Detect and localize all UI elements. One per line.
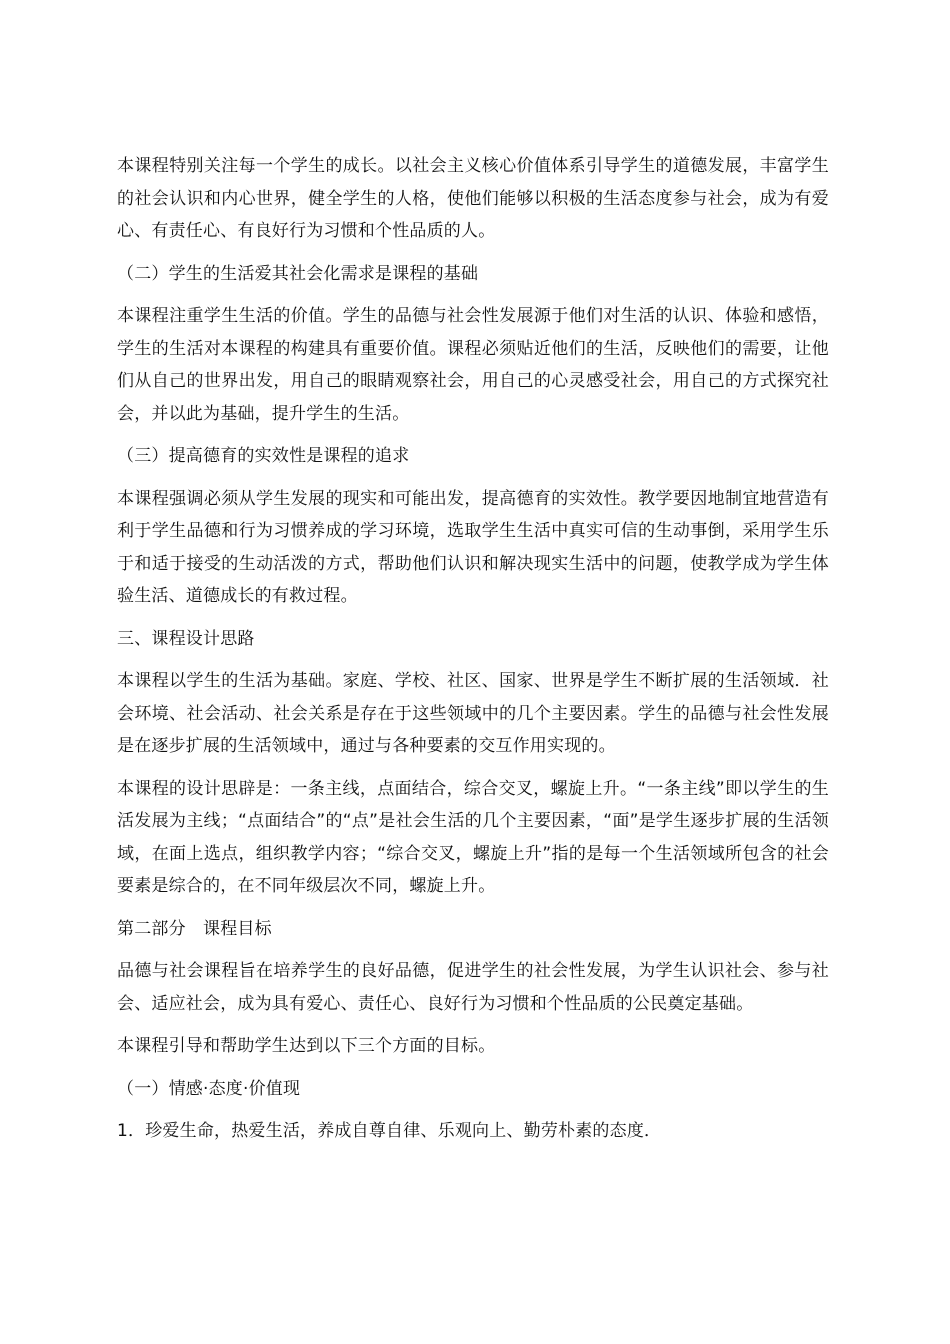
heading-part-two: 第二部分 课程目标 (117, 918, 272, 939)
heading-course-design: 三、课程设计思路 (117, 628, 255, 649)
paragraph-student-life: 本课程注重学生生活的价值。学生的品德与社会性发展源于他们对生活的认识、体验和感悟，学生的生活对本课程的构建具有重要价值。课程必须贴近他们的生活，反映他们的需要，让他们从自己的世界出发，用自己的眼睛观察社会，用自己的心灵感受社会，用自己的方式探究社会，并以此为基础，提升学生的生活。 (117, 306, 829, 424)
heading-section-three: （三）提高德育的实效性是课程的追求 (117, 446, 410, 466)
paragraph-core-values: 本课程特别关注每一个学生的成长。以社会主义核心价值体系引导学生的道德发展，丰富学生的社会认识和内心世界，健全学生的人格，使他们能够以积极的生活态度参与社会，成为有爱心、有责任心、有良好行为习惯和个性品质的人。 (117, 156, 829, 241)
document-body (117, 150, 829, 1158)
list-item-cherish-life: 1．珍爱生命，热爱生活，养成自尊自律、乐观向上、勤劳朴素的态度． (117, 1121, 662, 1141)
paragraph-life-domains: 本课程以学生的生活为基础。家庭、学校、社区、国家、世界是学生不断扩展的生活领域．社会环境、社会活动、社会关系是存在于这些领域中的几个主要因素。学生的品德与社会性发展是在逐步扩展的生活领域中，通过与各种要素的交互作用实现的。 (117, 671, 829, 756)
paragraph-design-approach: 本课程的设计思辟是：一条主线，点面结合，综合交叉，螺旋上升。“一条主线”即以学生的生活发展为主线；“点面结合”的“点”是社会生活的几个主要因素，“面”是学生逐步扩展的生活领域，在面上选点，组织教学内容；“综合交叉，螺旋上升”指的是每一个生活领域所包含的社会要素是综合的，在不同年级层次不同，螺旋上升。 (117, 778, 829, 896)
paragraph-course-purpose: 品德与社会课程旨在培养学生的良好品德，促进学生的社会性发展，为学生认识社会、参与社会、适应社会，成为具有爱心、责任心、良好行为习惯和个性品质的公民奠定基础。 (117, 961, 829, 1014)
paragraph-three-goals: 本课程引导和帮助学生达到以下三个方面的目标。 (117, 1036, 496, 1056)
heading-section-two: （二）学生的生活爱其社会化需求是课程的基础 (117, 263, 479, 284)
heading-emotion-attitude: （一）情感·态度·价值现 (117, 1078, 301, 1099)
paragraph-moral-education: 本课程强调必须从学生发展的现实和可能出发，提高德育的实效性。教学要因地制宜地营造有利于学生品德和行为习惯养成的学习环境，选取学生生活中真实可信的生动事倒，采用学生乐于和适于接受的生动活泼的方式，帮助他们认识和解决现实生活中的问题，使教学成为学生体验生活、道德成长的有救过程。 (117, 488, 829, 606)
